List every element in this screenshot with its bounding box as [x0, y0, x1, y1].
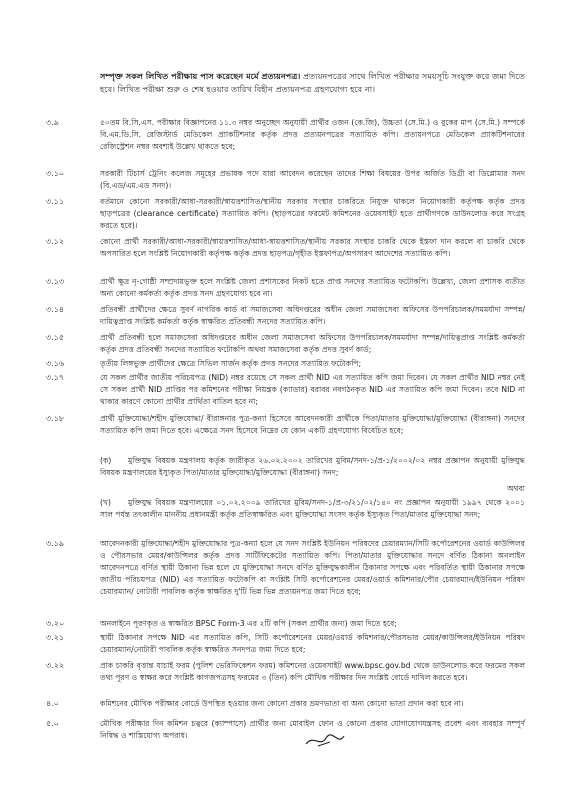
item-text: প্রার্থী ক্ষুদ্র নৃ-গোষ্ঠী সম্প্রদায়ভুক্ত হলে সংশ্লিষ্ট জেলা প্রশাসকের নিকট হতে প্রাপ্ত সনদের সত্যায়িত ফটোকপি। উল্লেখ্য, জেলা প্রশাসক ব্যতীত অন্য কোনো কর্মকর্তা কর্তৃক প্রদত্ত সনদ গ্রহণযোগ্য হবে না।	[100, 277, 525, 298]
sub-label: (খ)	[100, 498, 111, 507]
item-number: ৩.১৬	[46, 359, 65, 368]
sub-text: মুক্তিযুদ্ধ বিষয়ক মন্ত্রণালয় কর্তৃক জারীকৃত ২৬.০২.২০০২ তারিখের মুবিম/সনদ-১/প্র-১/২০০২/০২ নম্বর প্রজ্ঞাপন অনুযায়ী মুক্তিযুদ্ধ বিষয়ক মন্ত্রণালয়ের ইস্যুকৃত পিতা/মাতার মুক্তিযোদ্ধা/মুক্তিযোদ্ধা (বীরাঙ্গনা) সনদ;	[100, 456, 525, 477]
intro-paragraph	[100, 70, 525, 96]
item-text: প্রার্থী মুক্তিযোদ্ধা/শহীদ মুক্তিযোদ্ধা/ বীরাঙ্গনার পুত্র-কন্যা হিসেবে আবেদনকারী প্রার্থীকে পিতা/মাতার মুক্তিযোদ্ধা/মুক্তিযোদ্ধা (বীরাঙ্গনা) সনদের সত্যায়িত কপি জমা দিতে হবে। এক্ষেত্রে সনদ হিসেবে নিম্নের যে কোন একটি গ্রহণযোগ্য বিবেচিত হবে;	[100, 414, 525, 435]
item-number: ৩.২০	[46, 619, 65, 628]
sub-item-kha	[100, 497, 525, 521]
or-separator: অথবা	[507, 484, 525, 493]
intro-lead: সম্পৃক্ত সকল লিখিত পরীক্ষায় পাস করেছেন মর্মে প্রত্যয়নপত্র।	[100, 71, 301, 81]
item-number: ৩.১০	[46, 169, 65, 178]
item-number: ৩.১৯	[46, 539, 65, 548]
item-text: কমিশনের মৌখিক পরীক্ষার বোর্ডে উপস্থিত হওয়ার জন্য কোনো প্রকার ভ্রমণভাতা বা অন্য কোনো ভাতা প্রদান করা হবে না।	[100, 699, 464, 708]
item-number: ৩.১৫	[46, 333, 65, 342]
item-text: প্রতিবন্ধী প্রার্থীদের ক্ষেত্রে সুবর্ণ নাগরিক কার্ড বা সমাজসেবা অধিদপ্তরের অধীন জেলা সমাজসেবা অফিসের উপপরিচালক/সমমর্যাদা সম্পন্ন/দায়িত্বপ্রাপ্ত সংশ্লিষ্ট কর্মকর্তা কর্তৃক স্বাক্ষরিত প্রতিবন্ধী সনদের সত্যায়িত কপি।	[100, 305, 525, 326]
item-number: ৪.০	[46, 699, 59, 708]
item-number: ৩.২১	[46, 633, 65, 642]
item-text: প্রাক চাকরি বৃত্তান্ত যাচাই ফরম (পুলিশ ভেরিফিকেশন ফরম) কমিশনের ওয়েবসাইট www.bpsc.gov.bd থেকে ডাউনলোড করে ফরমের সকল তথ্য পূরণ ও স্বাক্ষর করে সংশ্লিষ্ট কাগজপত্রসহ ফরমের ৩ (তিন) কপি মৌখিক পরীক্ষার দিন সংশ্লিষ্ট বোর্ডে দাখিল করতে হবে।	[100, 661, 525, 682]
item-text: কোনো প্রার্থী সরকারী/আধা-সরকারী/স্বায়ত্তশাসিত/আধা-স্বায়ত্তশাসিত/স্থানীয় সরকার সংস্থার চাকরি থেকে ইস্তফা দান করলে বা চাকরি থেকে অপসারিত হলে সংশ্লিষ্ট নিয়োগকারী কর্তৃপক্ষ কর্তৃক প্রদত্ত ছাড়পত্র/গৃহীত ইস্তফাপত্র/অপসারণ আদেশের সত্যায়িত কপি।	[100, 237, 525, 258]
item-text: আবেদনকারী মুক্তিযোদ্ধা/শহীদ মুক্তিযোদ্ধার পুত্র-কন্যা হলে যে সনদ সংশ্লিষ্ট ইউনিয়ন পরিষদের চেয়ারম্যান/সিটি কর্পোরেশনের ওয়ার্ড কাউন্সিলর ও পৌরসভার মেয়র/কাউন্সিলর কর্তৃক প্রদত্ত সার্টিফিকেটের সত্যায়িত কপি। পিতা/মাতার মুক্তিযোদ্ধার সনদে বর্ণিত ঠিকানা অনলাইন আবেদনপত্রে বর্ণিত স্থায়ী ঠিকানা ভিন্ন হলে যে মুক্তিযোদ্ধা সনদে বর্ণিত মুক্তিযুদ্ধকালীন ঠিকানার সপক্ষে এবং পরিবর্তিত স্থায়ী ঠিকানার সপক্ষে জাতীয় পরিচয়পত্র (NID) এর সত্যায়িত ফটোকপি বা সংশ্লিষ্ট সিটি কর্পোরেশনের মেয়র/ওয়ার্ড কমিশনার/পৌর চেয়ারম্যান/ইউনিয়ন পরিষদ চেয়ারম্যান/ নোটারী পাবলিক কর্তৃক স্বাক্ষরিত দু'টি ভিন্ন ভিন্ন প্রত্যয়নপত্র জমা দিতে হবে;	[100, 539, 525, 596]
item-text: সরকারী টিচার্স ট্রেনিং কলেজ সমূহের প্রভাষক পদে যারা আবেদন করেছেন তাদের শিক্ষা বিষয়ের উপর অর্জিত ডিগ্রী বা ডিপ্লোমার সনদ (বি.এড/এম.এড সনদ)।	[100, 169, 525, 190]
sub-item-ka	[100, 455, 525, 479]
item-text: স্থায়ী ঠিকানার সপক্ষে NID এর সত্যায়িত কপি, সিটি কর্পোরেশনের মেয়র/ওয়ার্ড কমিশনার/পৌরসভার মেয়র/কাউন্সিলর/ইউনিয়ন পরিষদ চেয়ারম্যান/নোটারী পাবলিক কর্তৃক স্বাক্ষরিত সনদপত্র জমা দিতে হবে;	[100, 633, 525, 654]
signature-mark	[300, 730, 350, 750]
sub-text: মুক্তিযুদ্ধ বিষয়ক মন্ত্রণালয়ের ০১.০২.২০০৯ তারিখের মুবিম/সনদ-১/প্র-৩/২১/০২/১৪০ নং প্রজ্ঞাপন অনুযায়ী ১৯৯৭ থেকে ২০০১ সাল পর্যন্ত তৎকালীন মাননীয় প্রধানমন্ত্রী কর্তৃক প্রতিস্বাক্ষরিত এবং মুক্তিযোদ্ধা সংসদ কর্তৃক ইস্যুকৃত পিতা/মাতার মুক্তিযোদ্ধা সনদ;	[100, 498, 525, 519]
item-number: ৩.১৮	[46, 414, 65, 423]
item-number: ৩.৯	[46, 118, 59, 127]
item-number: ৩.১১	[46, 197, 65, 206]
item-text: যে সকল প্রার্থীর জাতীয় পরিচয়পত্র (NID) নম্বর রয়েছে সে সকল প্রার্থী NID এর সত্যায়িত কপি জমা দিবেন। যে সকল প্রার্থীর NID নম্বর নেই সে সকল প্রার্থী NID প্রাপ্তির পর কমিশনের পরীক্ষা নিয়ন্ত্রক (ক্যাডার) বরাবর নবগঠনকৃত NID এর সত্যায়িত কপি জমা দিবেন। তবে NID না থাকার কারণে কোনো প্রার্থীর প্রার্থিতা বাতিল হবে না;	[100, 373, 525, 406]
sub-label: (ক)	[100, 456, 112, 465]
item-text: অনলাইনে পূরণকৃত ও স্বাক্ষরিত BPSC Form-3 এর ২টি কপি (সকল প্রার্থীর জন্য) জমা দিতে হবে;	[100, 619, 397, 628]
item-text: মৌখিক পরীক্ষার দিন কমিশন চত্বরে (ক্যাম্পাসে) প্রার্থীর জন্য মোবাইল ফোন ও কোনো প্রকার যোগাযোগযন্ত্রসহ প্রবেশ এবং ব্যবহার সম্পূর্ণ নিষিদ্ধ ও শাস্তিযোগ্য অপরাধ।	[100, 719, 525, 740]
item-number: ৩.১৪	[46, 305, 65, 314]
item-text: বর্তমানে কোনো সরকারী/আধা-সরকারী/স্বায়ত্তশাসিত/স্থানীয় সরকার সংস্থার চাকরিতে নিযুক্ত থাকলে নিয়োগকারী কর্তৃপক্ষ কর্তৃক প্রদত্ত ছাড়পত্রের (clearance certificate) সত্যায়িত কপি। (ছাড়পত্রের ফরমেট কমিশনের ওয়েবসাইট হতে প্রার্থীগণকে ডাউনলোড করে সংগ্রহ করতে হবে)।	[100, 197, 525, 230]
item-number: ৩.১৭	[46, 373, 65, 382]
item-number: ৫.০	[46, 719, 59, 728]
item-text: ৫০তম বি.সি.এস. পরীক্ষার বিজ্ঞাপনের ১১.৩ নম্বর অনুচ্ছেদ অনুযায়ী প্রার্থীর ওজন (কে.জি), উচ্চতা (সে.মি.) ও বুকের মাপ (সে.মি.) সম্পর্কে বি.এম.ডি.সি. রেজিস্টার্ড মেডিকেল প্র্যাকটিশনার কর্তৃক প্রদত্ত প্রত্যয়নপত্রের সত্যায়িত কপি। প্রত্যয়নপত্রে মেডিকেল প্র্যাকটিশনারের রেজিস্ট্রেশন নম্বর অবশ্যই উল্লেখ থাকতে হবে;	[100, 118, 525, 151]
item-text: তৃতীয় লিঙ্গভুক্ত প্রার্থীদের ক্ষেত্রে সিভিল সার্জন কর্তৃক প্রদত্ত সনদের সত্যায়িত ফটোকপি;	[100, 359, 362, 368]
item-number: ৩.২২	[46, 661, 65, 670]
item-number: ৩.১২	[46, 237, 65, 246]
intro-body: প্রত্যয়নপত্রের সাথে লিখিত পরীক্ষার সময়সূচি সংযুক্ত করে জমা দিতে হবে। লিখিত পরীক্ষা শুরু ও শেষ হওয়ার তারিখ বিহীন প্রত্যয়নপত্র গ্রহণযোগ্য হবে না।	[100, 71, 525, 94]
item-text: প্রার্থী প্রতিবন্ধী হলে সমাজসেবা অধিদপ্তরের অধীন জেলা সমাজসেবা অফিসের উপপরিচালক/সমমর্যাদা সম্পন্ন/দায়িত্বপ্রাপ্ত সংশ্লিষ্ট কর্মকর্তা কর্তৃক প্রদত্ত প্রতিবন্ধী সনদের সত্যায়িত ফটোকপি অথবা সমাজসেবা কর্তৃক প্রদত্ত সুবর্ণ কার্ড;	[100, 333, 525, 354]
item-number: ৩.১৩	[46, 277, 65, 286]
